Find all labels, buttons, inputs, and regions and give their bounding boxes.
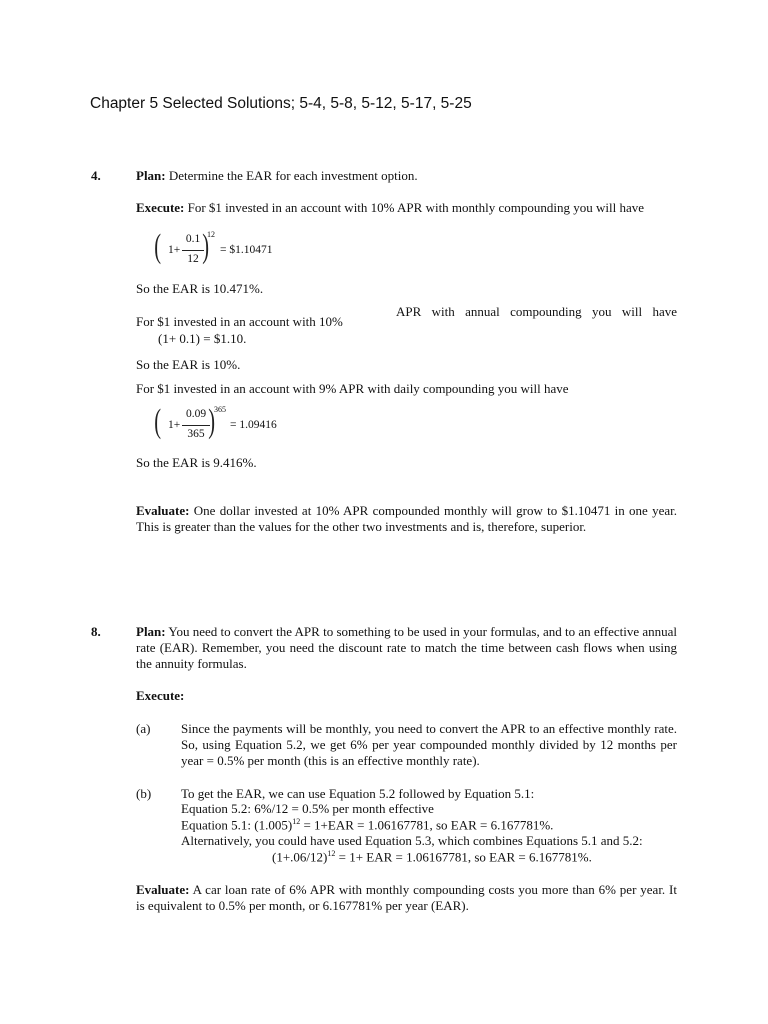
problem-8-execute-label	[136, 688, 184, 704]
evaluate-label: Evaluate:	[136, 882, 190, 897]
problem-8-number: 8.	[91, 624, 101, 639]
part-b-label: (b)	[136, 786, 152, 801]
page-title: Chapter 5 Selected Solutions; 5-4, 5-8, 5-12, 5-17, 5-25	[90, 95, 472, 112]
problem-8-plan	[136, 624, 677, 672]
formula-numerator: 0.09	[185, 408, 207, 420]
problem-8-evaluate	[136, 882, 677, 914]
formula-result: = 1.09416	[230, 419, 277, 431]
formula-result: = $1.10471	[220, 244, 273, 256]
line-ear-2: So the EAR is 10%.	[136, 357, 241, 372]
equation-5-1-base: Equation 5.1: (1.005)	[181, 817, 293, 833]
problem-4-evaluate	[136, 503, 677, 535]
line-ear-1: So the EAR is 10.471%.	[136, 281, 264, 296]
problem-4-plan	[136, 168, 418, 184]
exponent: 12	[292, 817, 301, 826]
problem-4-execute	[136, 200, 644, 216]
part-a-label: (a)	[136, 721, 151, 736]
plan-label: Plan:	[136, 624, 166, 639]
line-ear-3: So the EAR is 9.416%.	[136, 455, 257, 470]
left-paren: (	[154, 403, 162, 440]
formula-daily	[150, 403, 300, 447]
exponent: 12	[327, 849, 336, 858]
fraction-bar	[182, 425, 210, 426]
execute-label: Execute:	[136, 688, 185, 703]
part-b-line-5	[272, 849, 592, 865]
part-b-line-2: Equation 5.2: 6%/12 = 0.5% per month effective	[181, 801, 434, 816]
evaluate-text: One dollar invested at 10% APR compounded monthly will grow to $1.10471 in one year. This is greater than the values for the other two investments and is, therefore, superior.	[136, 503, 677, 534]
plan-label: Plan:	[136, 168, 166, 183]
formula-exponent: 365	[214, 405, 226, 414]
part-b-line-1: To get the EAR, we can use Equation 5.2 followed by Equation 5.1:	[181, 786, 535, 801]
execute-text: For $1 invested in an account with 10% APR with monthly compounding you will have	[187, 200, 645, 215]
equation-5-1-rest: = 1+EAR = 1.06167781, so EAR = 6.167781%.	[300, 817, 554, 833]
problem-4-number: 4.	[91, 168, 101, 183]
formula-one: 1+	[168, 244, 181, 256]
evaluate-text: A car loan rate of 6% APR with monthly compounding costs you more than 6% per year. It is equivalent to 0.5% per month, or 6.167781% per year (EAR).	[136, 882, 677, 913]
formula-one: 1+	[168, 419, 181, 431]
formula-monthly	[150, 228, 290, 272]
equation-5-3-rest: = 1+ EAR = 1.06167781, so EAR = 6.167781%.	[335, 849, 592, 865]
formula-exponent: 12	[207, 230, 215, 239]
line-annual-c: (1+ 0.1) = $1.10.	[158, 331, 247, 346]
formula-denominator: 12	[187, 253, 199, 265]
evaluate-label: Evaluate:	[136, 503, 190, 518]
part-b-line-3	[181, 817, 553, 833]
line-annual-a: For $1 invested in an account with 10%	[136, 314, 343, 329]
plan-text: You need to convert the APR to something to be used in your formulas, and to an effective annual rate (EAR). Remember, you need the discount rate to match the time between cash flows when using the annuity formulas.	[136, 624, 677, 671]
formula-numerator: 0.1	[185, 233, 201, 245]
right-paren: )	[208, 403, 216, 440]
part-b-line-4: Alternatively, you could have used Equation 5.3, which combines Equations 5.1 and 5.2:	[181, 833, 643, 848]
formula-denominator: 365	[187, 428, 205, 440]
execute-label: Execute:	[136, 200, 185, 215]
line-annual-b: APR with annual compounding you will have	[396, 304, 677, 319]
part-a-text: Since the payments will be monthly, you need to convert the APR to an effective monthly rate. So, using Equation 5.2, we get 6% per year compounded monthly divided by 12 months per year = 0.5% per month (this is an effective monthly rate).	[181, 721, 677, 768]
left-paren: (	[154, 228, 162, 265]
equation-5-3-base: (1+.06/12)	[272, 849, 328, 865]
right-paren: )	[202, 228, 210, 265]
plan-text: Determine the EAR for each investment option.	[168, 168, 418, 183]
fraction-bar	[182, 250, 204, 251]
line-daily: For $1 invested in an account with 9% APR with daily compounding you will have	[136, 381, 569, 396]
